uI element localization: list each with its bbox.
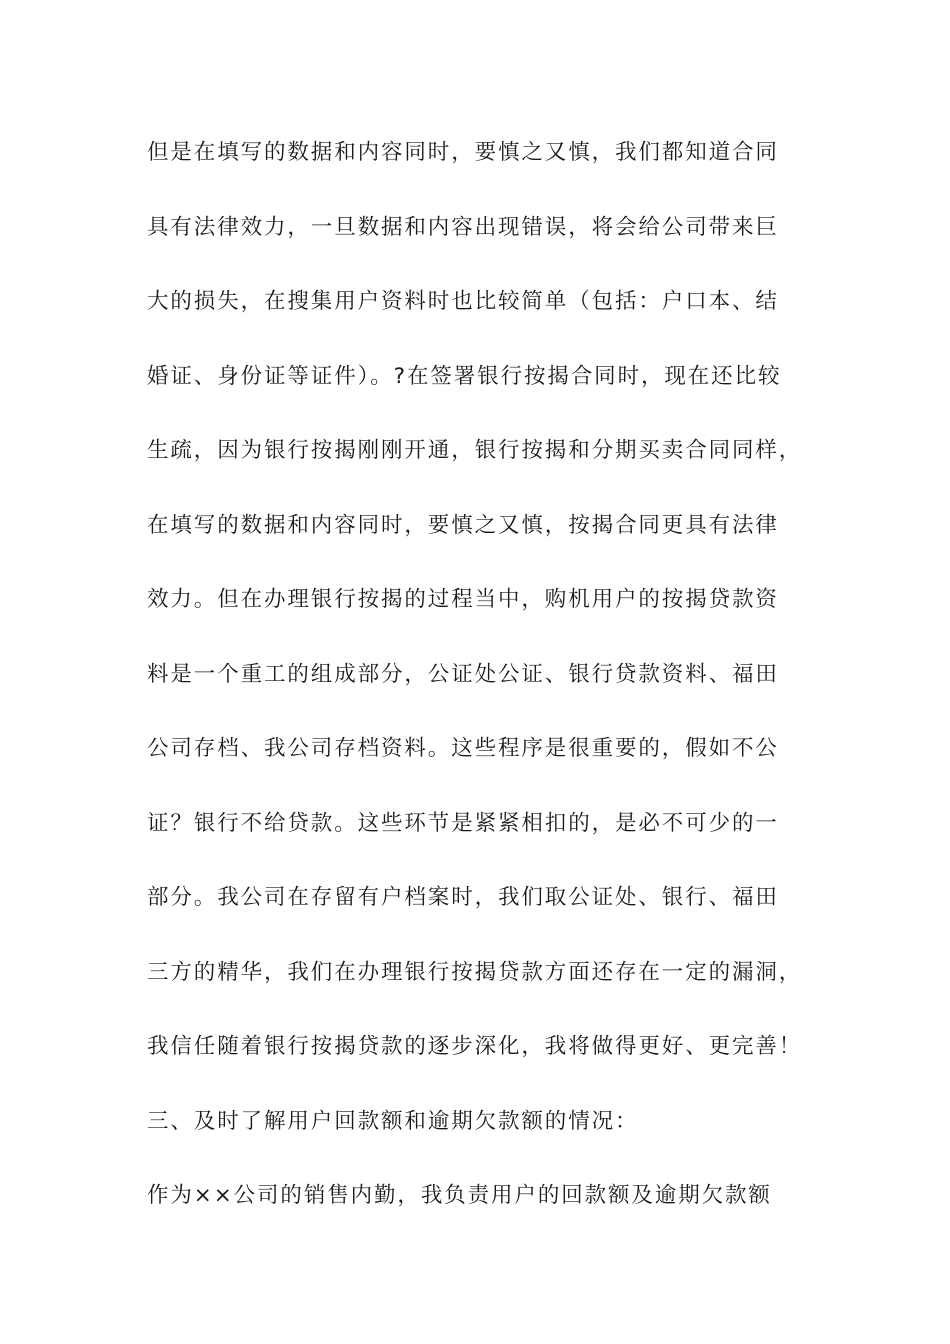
text-line: 公司存档、我公司存档资料。这些程序是很重要的，假如不公 bbox=[147, 736, 779, 761]
text-line: 效力。但在办理银行按揭的过程当中，购机用户的按揭贷款资 bbox=[147, 587, 779, 612]
text-line: 我信任随着银行按揭贷款的逐步深化，我将做得更好、更完善！ bbox=[147, 1034, 803, 1059]
text-line: 但是在填写的数据和内容同时，要慎之又慎，我们都知道合同 bbox=[147, 140, 779, 165]
section-heading: 三、及时了解用户回款额和逾期欠款额的情况： bbox=[147, 1108, 639, 1134]
text-line: 部分。我公司在存留有户档案时，我们取公证处、银行、福田 bbox=[147, 885, 779, 910]
text-line: 大的损失，在搜集用户资料时也比较简单（包括：户口本、结 bbox=[147, 289, 779, 314]
text-line: 证？银行不给贷款。这些环节是紧紧相扣的，是必不可少的一 bbox=[147, 810, 779, 836]
text-line: 生疏，因为银行按揭刚刚开通，银行按揭和分期买卖合同同样， bbox=[147, 438, 803, 463]
text-line: 在填写的数据和内容同时，要慎之又慎，按揭合同更具有法律 bbox=[147, 512, 779, 538]
text-line: 三方的精华，我们在办理银行按揭贷款方面还存在一定的漏洞， bbox=[147, 959, 803, 985]
text-line: 具有法律效力，一旦数据和内容出现错误，将会给公司带来巨 bbox=[147, 214, 779, 240]
document-body bbox=[147, 133, 817, 1251]
text-line: 婚证、身份证等证件）。?在签署银行按揭合同时，现在还比较 bbox=[147, 363, 782, 389]
text-line: 料是一个重工的组成部分，公证处公证、银行贷款资料、福田 bbox=[147, 661, 779, 687]
text-line: 作为××公司的销售内勤，我负责用户的回款额及逾期欠款额 bbox=[147, 1183, 772, 1208]
